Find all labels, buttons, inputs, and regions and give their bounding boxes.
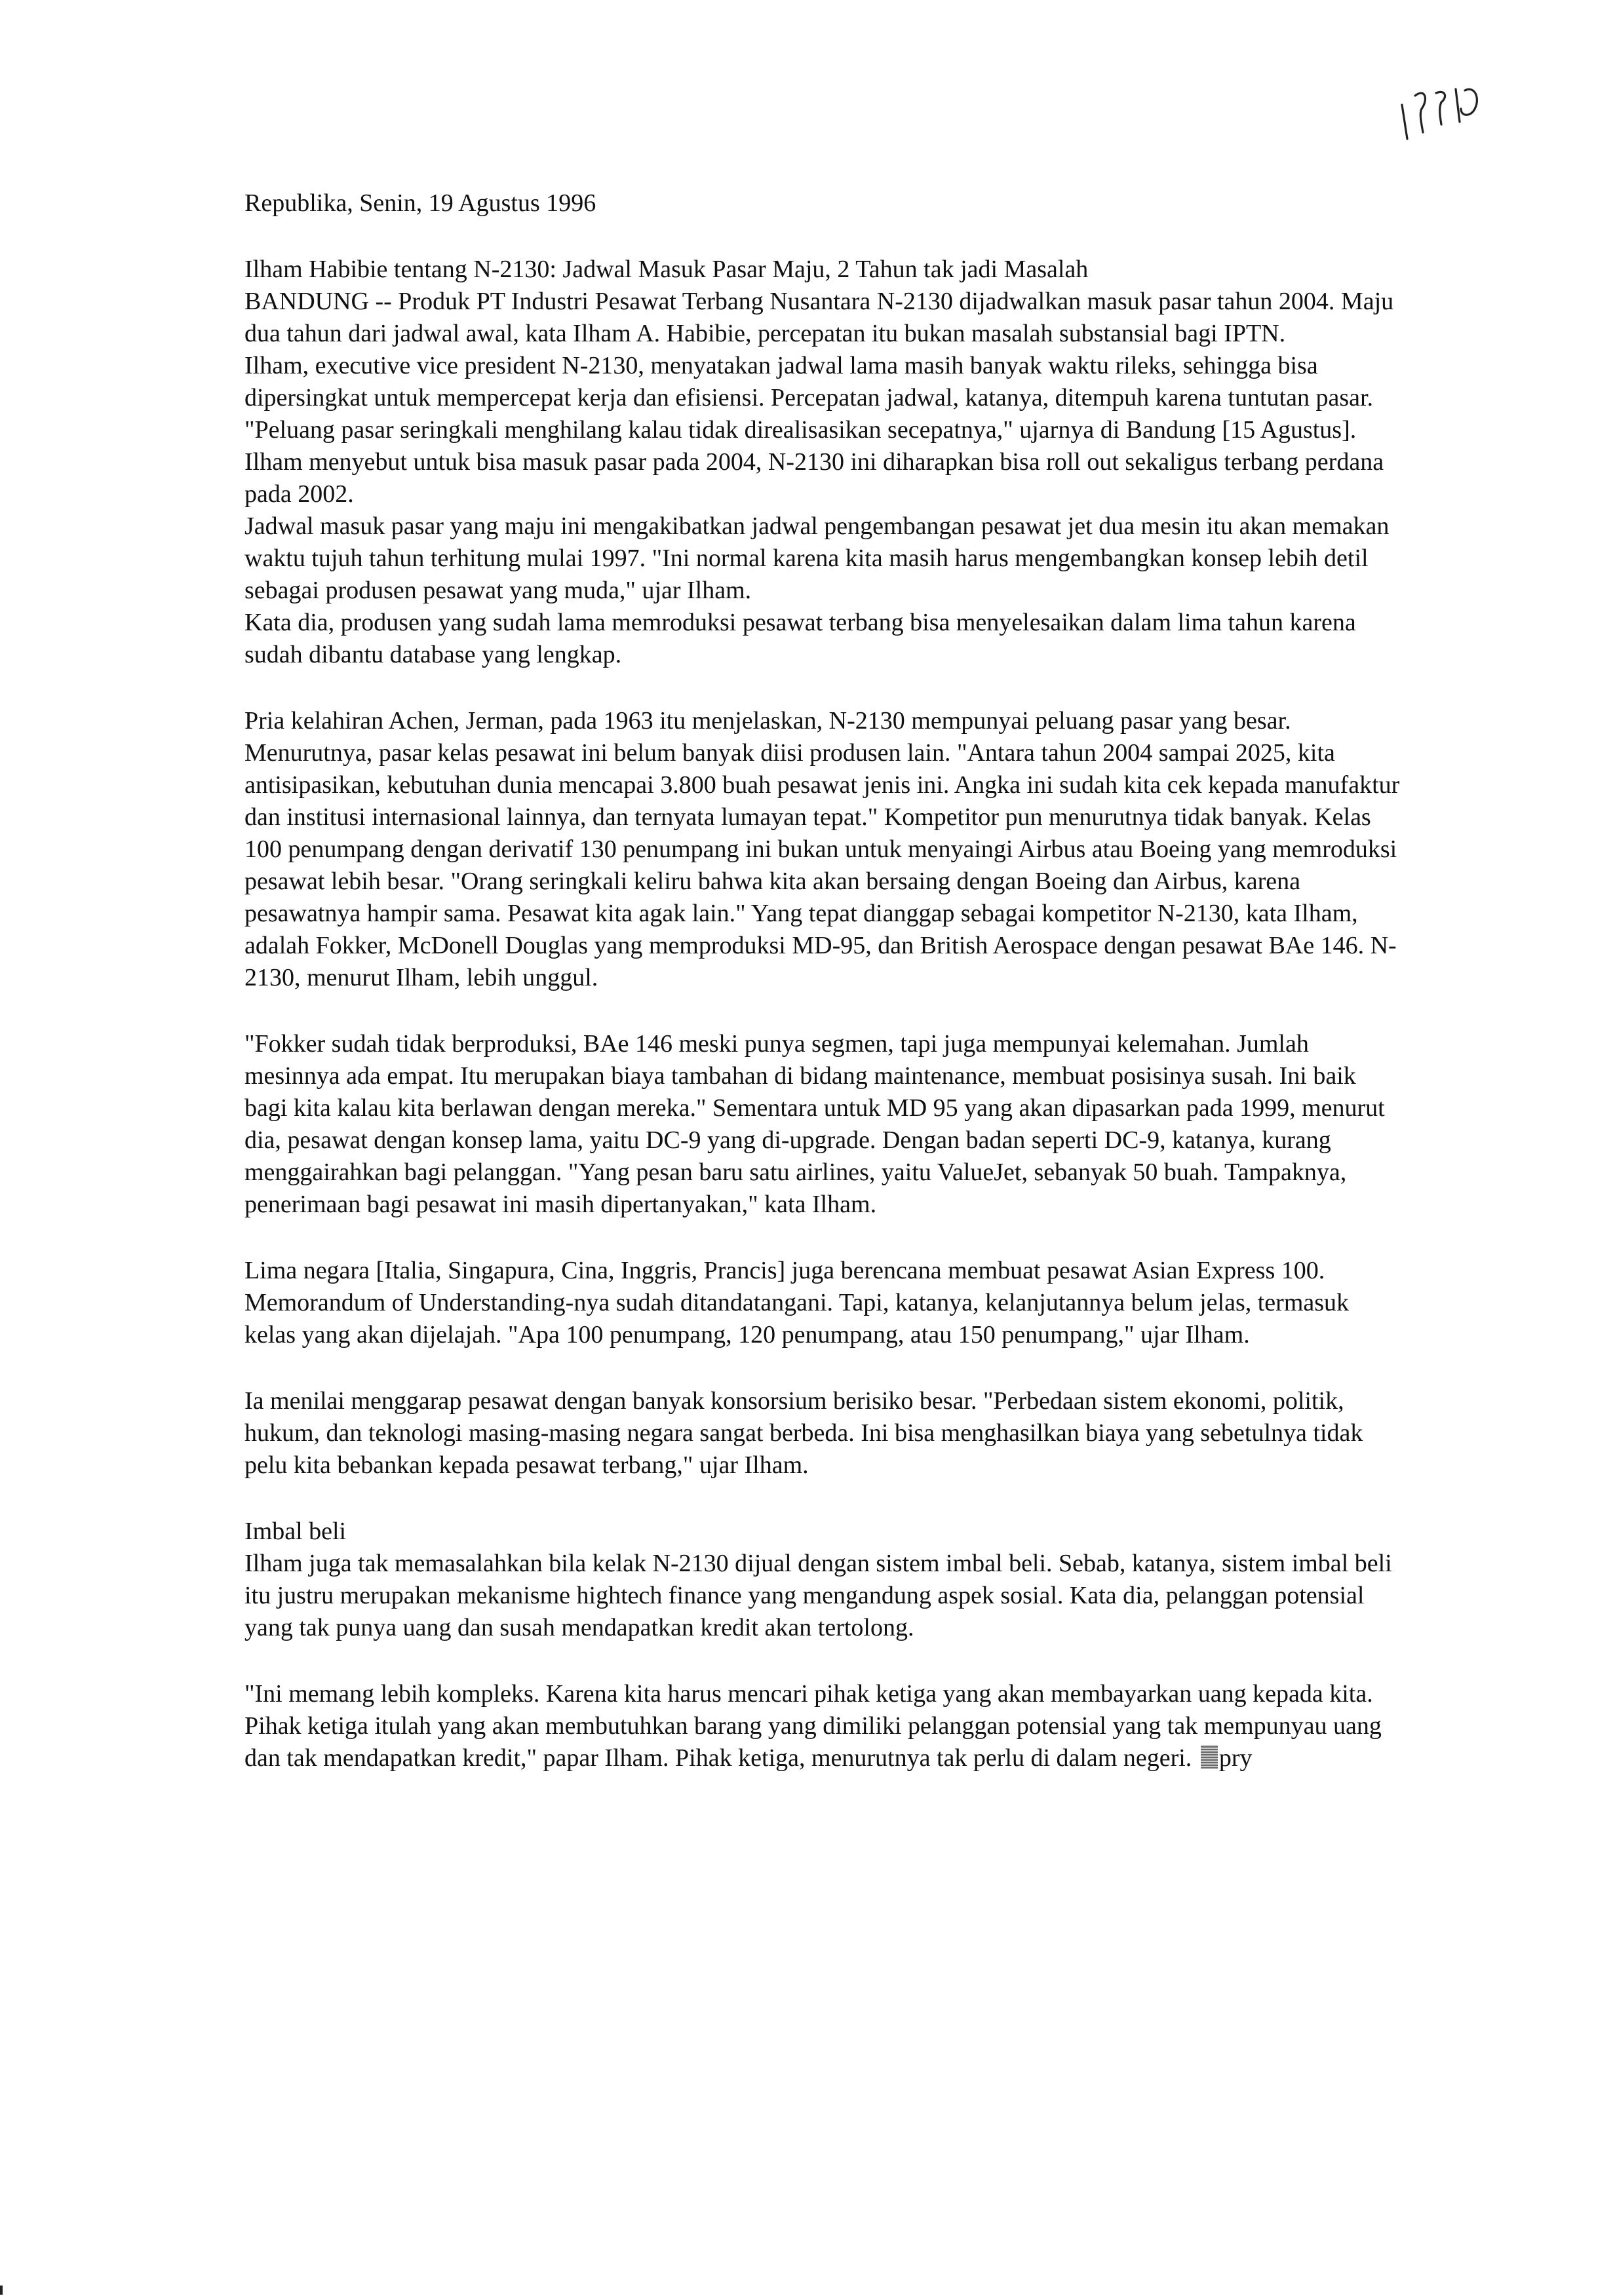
headline: Ilham Habibie tentang N-2130: Jadwal Masuk Pasar Maju, 2 Tahun tak jadi Masalah: [244, 256, 1089, 283]
signoff: pry: [1218, 1744, 1253, 1772]
paragraph-4: Jadwal masuk pasar yang maju ini mengakibatkan jadwal pengembangan pesawat jet dua mesin itu akan memakan waktu tujuh tahun terhitung mulai 1997. "Ini normal karena kita masih harus mengembangkan konsep lebih detil sebagai produsen pesawat yang muda," ujar Ilham.: [244, 512, 1390, 604]
scan-edge-mark: [0, 2286, 3, 2295]
paragraph-5: Kata dia, produsen yang sudah lama memroduksi pesawat terbang bisa menyelesaikan dalam lima tahun karena sudah dibantu database yang lengkap.: [244, 609, 1356, 668]
paragraph-10: Ilham juga tak memasalahkan bila kelak N-2130 dijual dengan sistem imbal beli. Sebab, katanya, sistem imbal beli itu justru merupakan mekanisme hightech finance yang mengandung aspek sosial. Kata dia, pelanggan potensial yang tak punya uang dan susah mendapatkan kredit akan tertolong.: [244, 1550, 1392, 1641]
handwritten-note-drawing: [1393, 71, 1491, 149]
paragraph-1: BANDUNG -- Produk PT Industri Pesawat Terbang Nusantara N-2130 dijadwalkan masuk pasar tahun 2004. Maju dua tahun dari jadwal awal, kata Ilham A. Habibie, percepatan itu bukan masalah substansial bagi IPTN.: [244, 288, 1394, 347]
handwritten-note: [1393, 71, 1491, 149]
dateline: Republika, Senin, 19 Agustus 1996: [244, 189, 596, 217]
paragraph-2: Ilham, executive vice president N-2130, menyatakan jadwal lama masih banyak waktu rileks, sehingga bisa dipersingkat untuk mempercepat kerja dan efisiensi. Percepatan jadwal, katanya, ditempuh karena tuntutan pasar.: [244, 352, 1374, 411]
paragraph-11: [244, 1678, 1405, 1774]
paragraph-9: Ia menilai menggarap pesawat dengan banyak konsorsium berisiko besar. "Perbedaan sistem ekonomi, politik, hukum, dan teknologi masing-masing negara sangat berbeda. Ini bisa menghasilkan biaya yang sebetulnya tidak pelu kita bebankan kepada pesawat terbang," ujar Ilham.: [244, 1387, 1363, 1479]
article-body: [244, 187, 1405, 1774]
paragraph-7: "Fokker sudah tidak berproduksi, BAe 146 meski punya segmen, tapi juga mempunyai kelemahan. Jumlah mesinnya ada empat. Itu merupakan biaya tambahan di bidang maintenance, membuat posisinya susah. Ini baik bagi kita kalau kita berlawan dengan mereka." Sementara untuk MD 95 yang akan dipasarkan pada 1999, menurut dia, pesawat dengan konsep lama, yaitu DC-9 yang di-upgrade. Dengan badan seperti DC-9, katanya, kurang menggairahkan bagi pelanggan. "Yang pesan baru satu airlines, yaitu ValueJet, sebanyak 50 buah. Tampaknya, penerimaan bagi pesawat ini masih dipertanyakan," kata Ilham.: [244, 1030, 1385, 1218]
paragraph-3: "Peluang pasar seringkali menghilang kalau tidak direalisasikan secepatnya," ujarnya di Bandung [15 Agustus]. Ilham menyebut untuk bisa masuk pasar pada 2004, N-2130 ini diharapkan bisa roll out sekaligus terbang perdana pada 2002.: [244, 416, 1384, 508]
subheading-imbal-beli: Imbal beli: [244, 1518, 347, 1545]
paragraph-6: Pria kelahiran Achen, Jerman, pada 1963 itu menjelaskan, N-2130 mempunyai peluang pasar yang besar. Menurutnya, pasar kelas pesawat ini belum banyak diisi produsen lain. "Antara tahun 2004 sampai 2025, kita antisipasikan, kebutuhan dunia mencapai 3.800 buah pesawat jenis ini. Angka ini sudah kita cek kepada manufaktur dan institusi internasional lainnya, dan ternyata lumayan tepat." Kompetitor pun menurutnya tidak banyak. Kelas 100 penumpang dengan derivatif 130 penumpang ini bukan untuk menyaingi Airbus atau Boeing yang memroduksi pesawat lebih besar. "Orang seringkali keliru bahwa kita akan bersaing dengan Boeing dan Airbus, karena pesawatnya hampir sama. Pesawat kita agak lain." Yang tepat dianggap sebagai kompetitor N-2130, kata Ilham, adalah Fokker, McDonell Douglas yang memproduksi MD-95, dan British Aerospace dengan pesawat BAe 146. N-2130, menurut Ilham, lebih unggul.: [244, 707, 1400, 991]
paragraph-11-text: "Ini memang lebih kompleks. Karena kita harus mencari pihak ketiga yang akan membayarkan uang kepada kita. Pihak ketiga itulah yang akan membutuhkan barang yang dimiliki pelanggan potensial yang tak mempunyau uang dan tak mendapatkan kredit," papar Ilham. Pihak ketiga, menurutnya tak perlu di dalam negeri.: [244, 1680, 1382, 1772]
redaction-marker: [1201, 1745, 1218, 1769]
paragraph-8: Lima negara [Italia, Singapura, Cina, Inggris, Prancis] juga berencana membuat pesawat Asian Express 100. Memorandum of Understanding-nya sudah ditandatangani. Tapi, katanya, kelanjutannya belum jelas, termasuk kelas yang akan dijelajah. "Apa 100 penumpang, 120 penumpang, atau 150 penumpang," ujar Ilham.: [244, 1257, 1350, 1349]
